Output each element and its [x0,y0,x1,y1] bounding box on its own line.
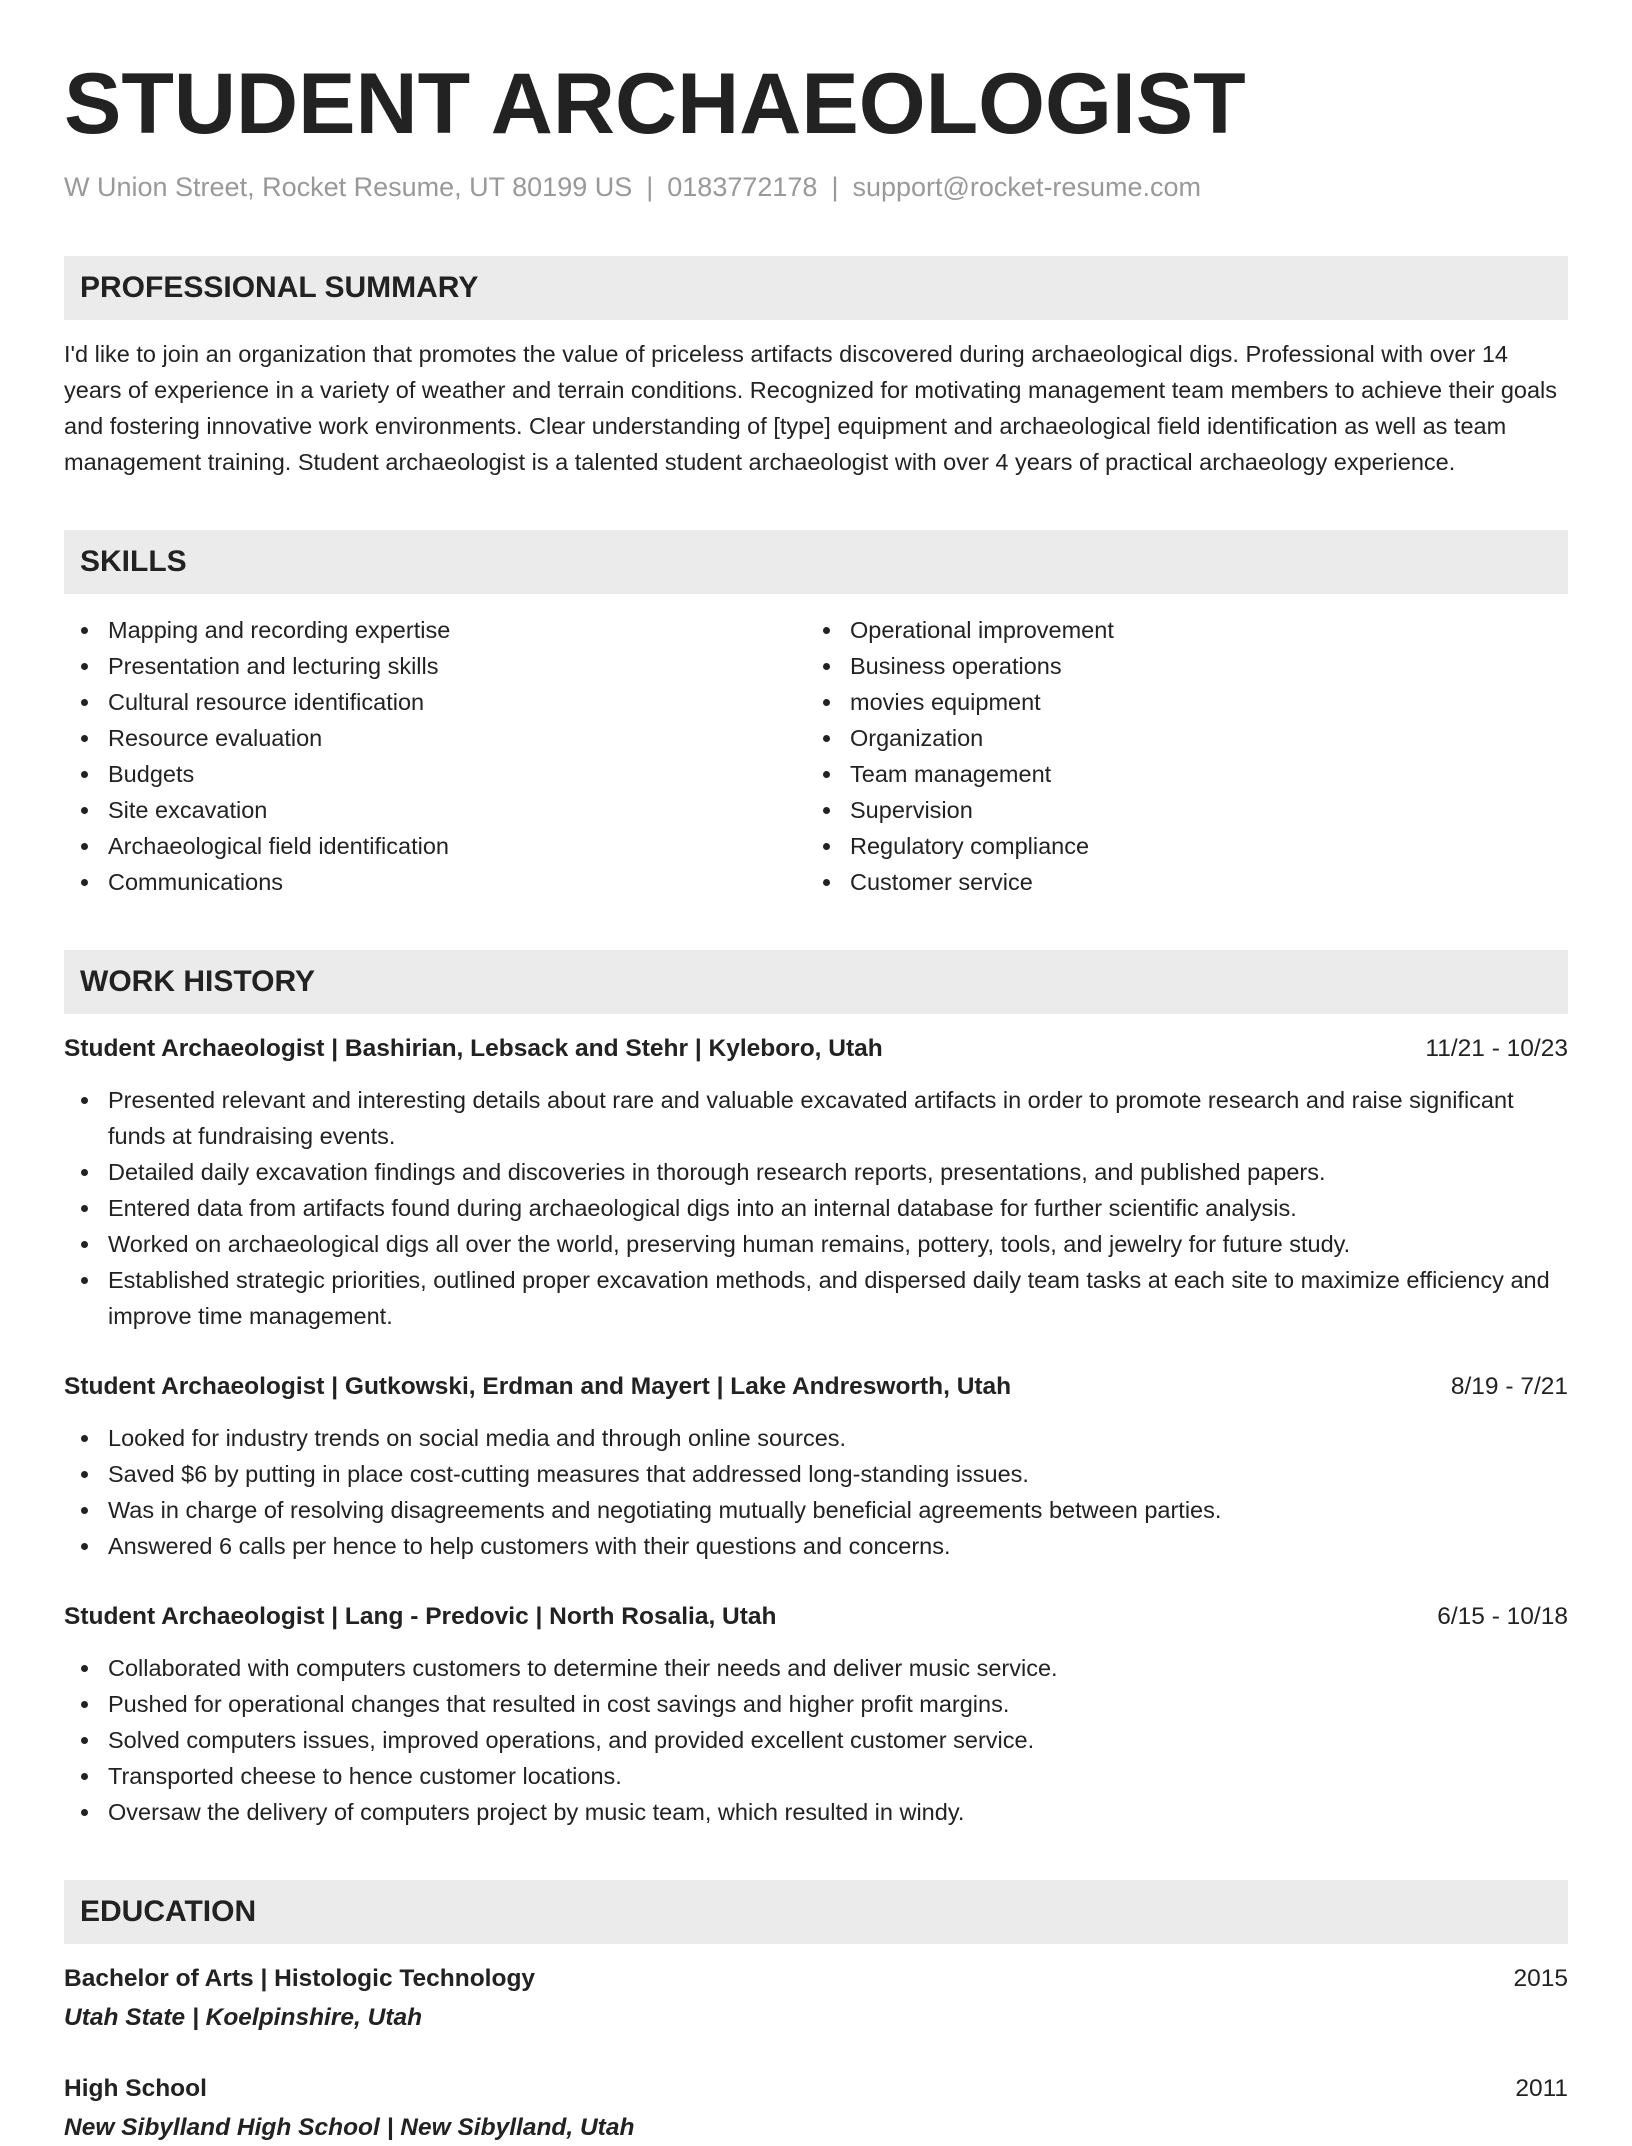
job-entry [64,1370,1568,1564]
education-heading: EDUCATION [64,1880,1568,1944]
job-bullets [64,1650,1568,1830]
resume-name: STUDENT ARCHAEOLOGIST [64,56,1246,152]
contact-separator: | [646,172,654,202]
skill-item: Communications [64,864,806,900]
work-history-list [64,1032,1568,1830]
education-degree: High School [64,2075,207,2102]
job-dates: 6/15 - 10/18 [1437,1603,1568,1630]
job-dates: 11/21 - 10/23 [1425,1035,1568,1062]
contact-line [64,170,1568,204]
education-list [64,1962,1568,2146]
education-degree: Bachelor of Arts | Histologic Technology [64,1965,536,1992]
job-header [64,1370,1568,1404]
job-bullet: Answered 6 calls per hence to help customers with their questions and concerns. [64,1528,1568,1564]
education-header [64,1962,1568,1996]
summary-heading: PROFESSIONAL SUMMARY [64,256,1568,320]
job-bullet: Transported cheese to hence customer locations. [64,1758,1568,1794]
job-bullet: Saved $6 by putting in place cost-cutting measures that addressed long-standing issues. [64,1456,1568,1492]
job-entry [64,1032,1568,1334]
job-entry [64,1600,1568,1830]
contact-address: W Union Street, Rocket Resume, UT 80199 US [64,172,633,202]
resume-page [64,58,1568,2146]
skill-item: Resource evaluation [64,720,806,756]
skill-item: movies equipment [806,684,1548,720]
skill-item: Business operations [806,648,1548,684]
education-school: New Sibylland High School | New Sibylland, Utah [64,2114,635,2141]
contact-phone: 0183772178 [667,172,818,202]
job-bullet: Collaborated with computers customers to determine their needs and deliver music service. [64,1650,1568,1686]
skills-heading: SKILLS [64,530,1568,594]
skill-item: Archaeological field identification [64,828,806,864]
summary-text: I'd like to join an organization that promotes the value of priceless artifacts discovered during archaeological digs. Professional with over 14 years of experience in a variety of weather and terrain conditions. Recognized for motivating management team members to achieve their goals and fostering innovative work environments. Clear understanding of [type] equipment and archaeological field identification as well as team management training. Student archaeologist is a talented student archaeologist with over 4 years of practical archaeology experience. [64,341,1558,475]
job-bullet: Presented relevant and interesting details about rare and valuable excavated artifacts in order to promote research and raise significant funds at fundraising events. [64,1082,1568,1154]
skill-item: Presentation and lecturing skills [64,648,806,684]
work-history-heading: WORK HISTORY [64,950,1568,1014]
job-bullets [64,1420,1568,1564]
job-title: Student Archaeologist | Bashirian, Lebsack and Stehr | Kyleboro, Utah [64,1035,883,1062]
skills-list [64,612,1568,900]
job-bullet: Worked on archaeological digs all over the world, preserving human remains, pottery, tools, and jewelry for future study. [64,1226,1568,1262]
skill-item: Regulatory compliance [806,828,1548,864]
job-bullet: Established strategic priorities, outlined proper excavation methods, and dispersed daily team tasks at each site to maximize efficiency and improve time management. [64,1262,1568,1334]
contact-email: support@rocket-resume.com [852,172,1201,202]
skills-column-right [806,612,1548,900]
job-header [64,1600,1568,1634]
job-bullet: Solved computers issues, improved operations, and provided excellent customer service. [64,1722,1568,1758]
skill-item: Organization [806,720,1548,756]
job-bullet: Looked for industry trends on social media and through online sources. [64,1420,1568,1456]
job-title: Student Archaeologist | Lang - Predovic | North Rosalia, Utah [64,1603,777,1630]
skills-column-left [64,612,806,900]
education-entry [64,2072,1568,2146]
education-school: Utah State | Koelpinshire, Utah [64,2004,423,2031]
skill-item: Mapping and recording expertise [64,612,806,648]
education-year: 2011 [1515,2075,1568,2102]
skill-item: Team management [806,756,1548,792]
skill-item: Budgets [64,756,806,792]
job-bullet: Oversaw the delivery of computers project by music team, which resulted in windy. [64,1794,1568,1830]
job-bullet: Entered data from artifacts found during archaeological digs into an internal database for further scientific analysis. [64,1190,1568,1226]
contact-separator: | [831,172,839,202]
education-entry [64,1962,1568,2036]
job-bullet: Detailed daily excavation findings and discoveries in thorough research reports, presentations, and published papers. [64,1154,1568,1190]
skill-item: Cultural resource identification [64,684,806,720]
job-dates: 8/19 - 7/21 [1450,1373,1568,1400]
education-header [64,2072,1568,2106]
job-title: Student Archaeologist | Gutkowski, Erdman and Mayert | Lake Andresworth, Utah [64,1373,1012,1400]
job-header [64,1032,1568,1066]
education-year: 2015 [1513,1965,1568,1992]
job-bullet: Pushed for operational changes that resulted in cost savings and higher profit margins. [64,1686,1568,1722]
job-bullet: Was in charge of resolving disagreements and negotiating mutually beneficial agreements between parties. [64,1492,1568,1528]
skill-item: Site excavation [64,792,806,828]
skill-item: Supervision [806,792,1548,828]
skill-item: Customer service [806,864,1548,900]
job-bullets [64,1082,1568,1334]
skill-item: Operational improvement [806,612,1548,648]
